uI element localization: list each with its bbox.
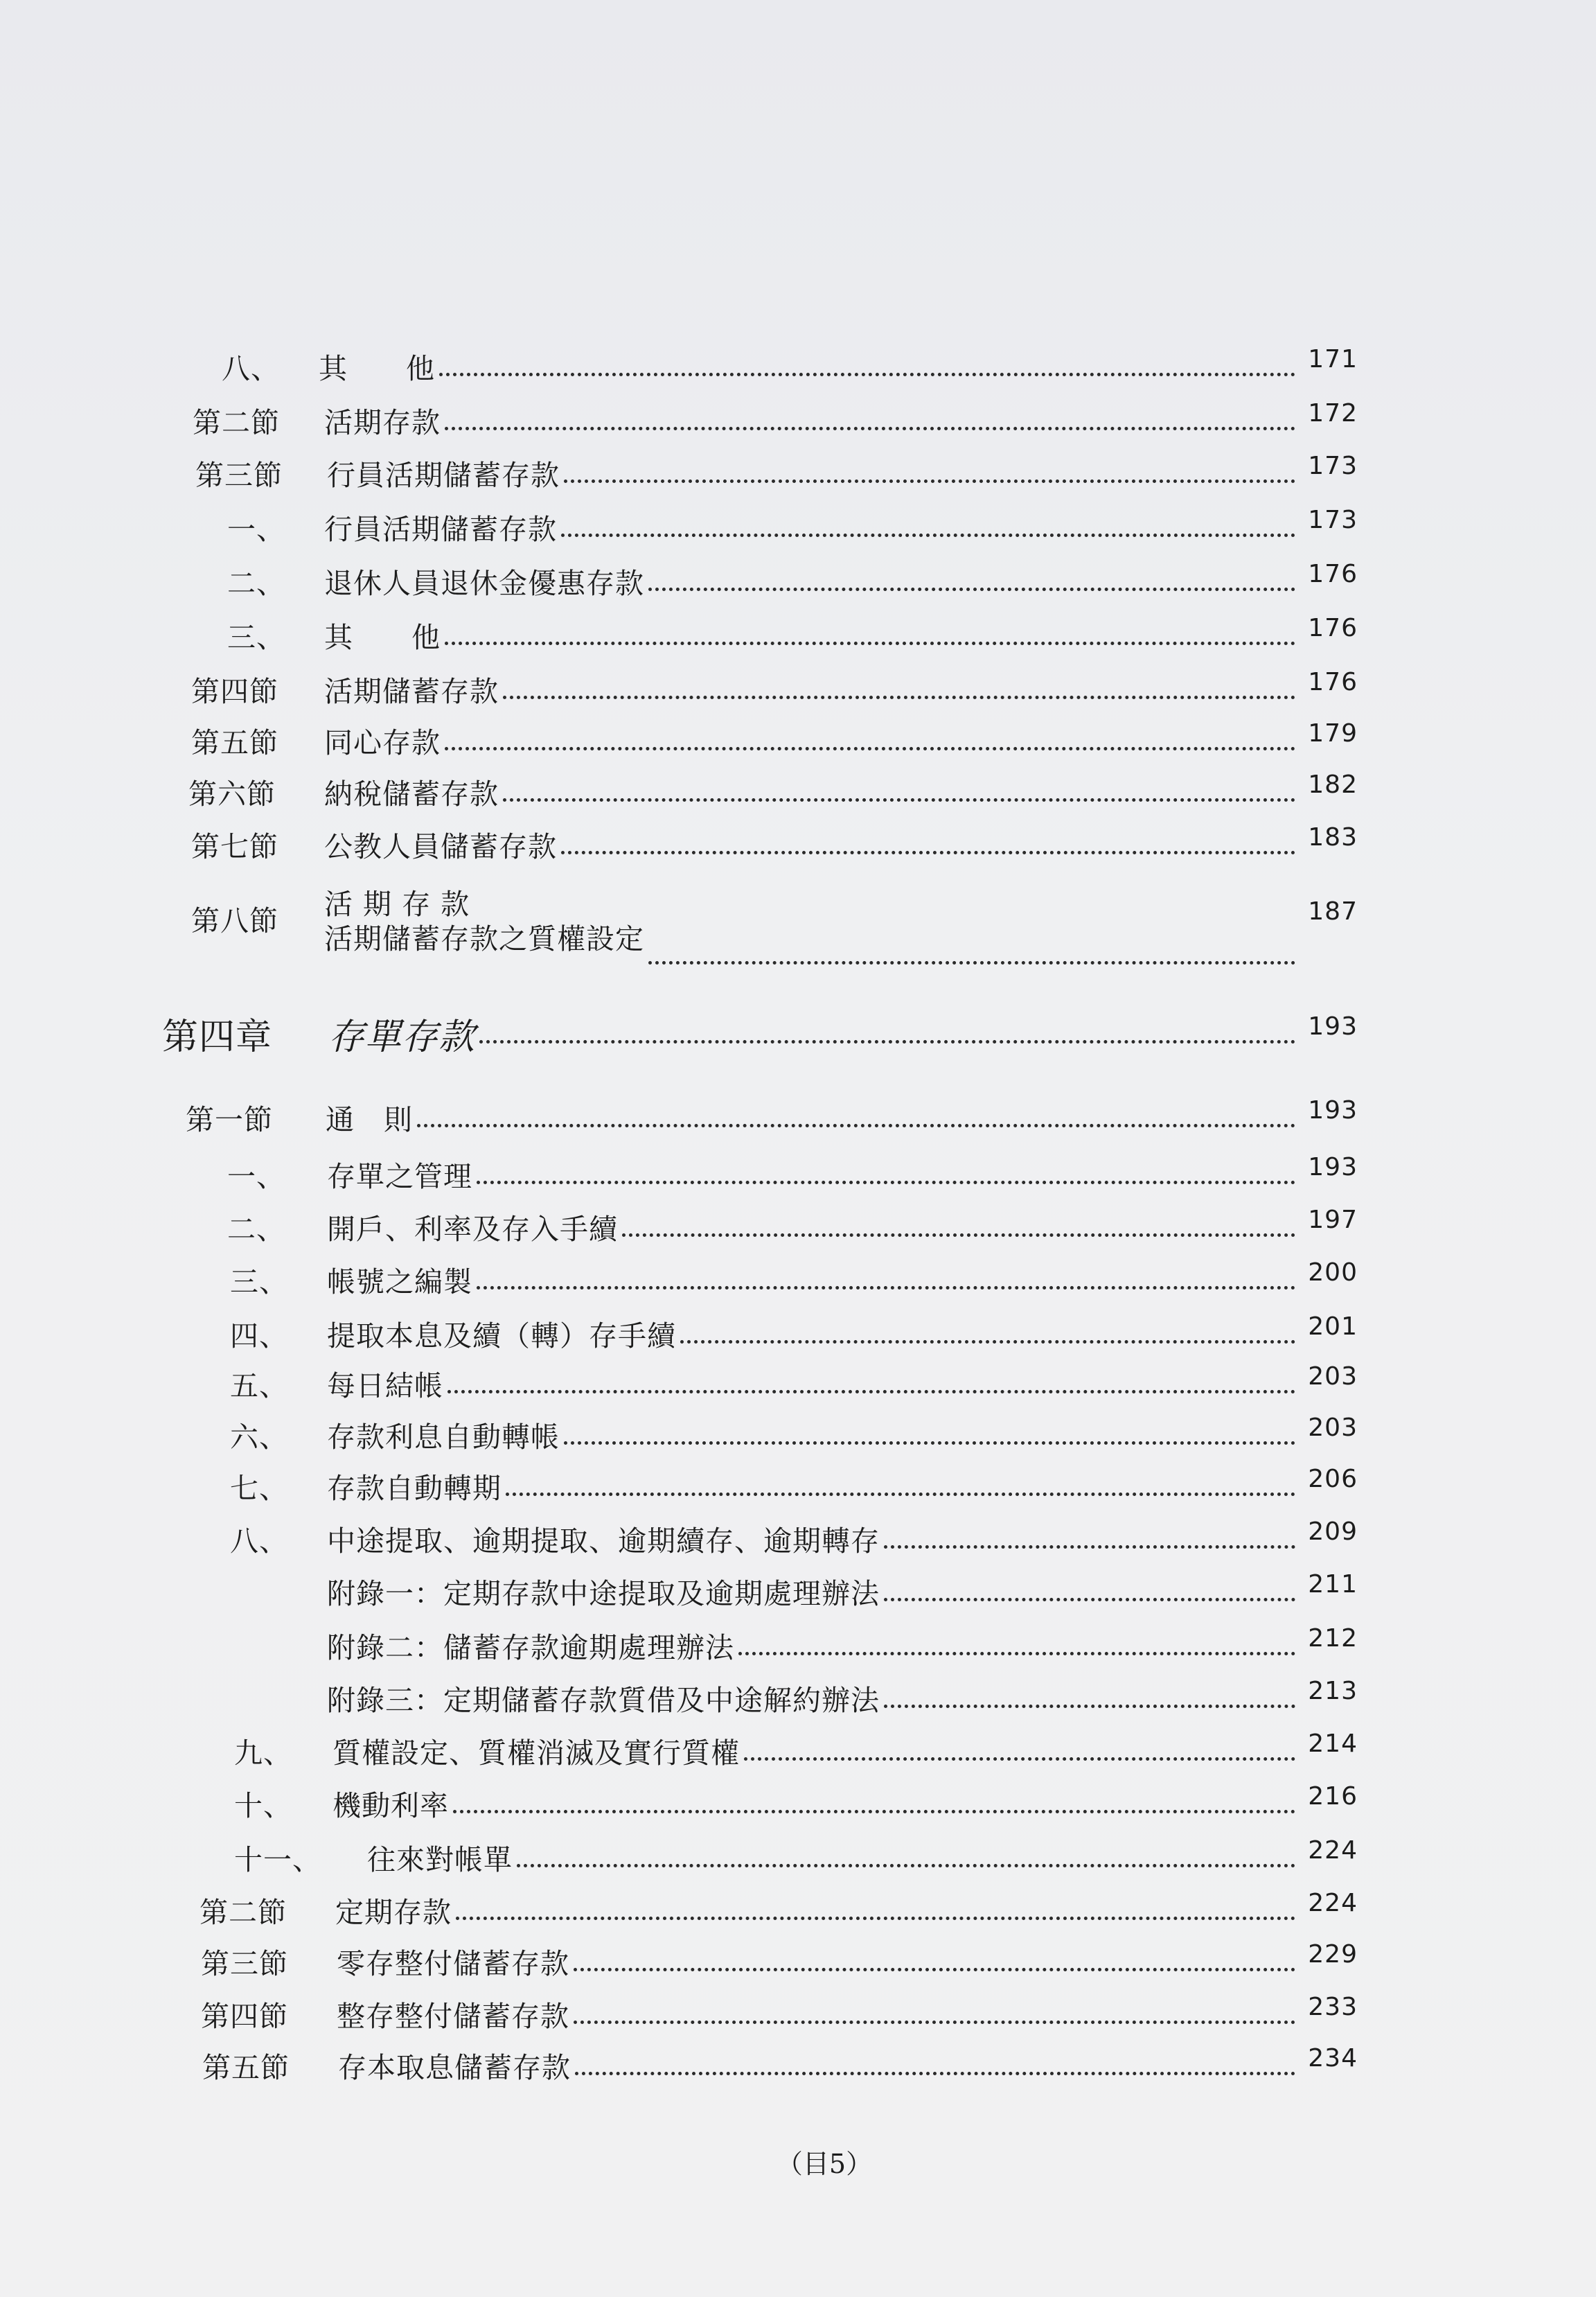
toc-entry bbox=[191, 668, 1358, 710]
toc-entry-number: 第七節 bbox=[191, 829, 278, 863]
toc-entry bbox=[202, 2044, 1358, 2086]
toc-entry-title: 退休人員退休金優惠存款 bbox=[324, 566, 644, 600]
toc-entry-number: 第四節 bbox=[201, 1999, 288, 2033]
toc-entry-number: 二、 bbox=[227, 1212, 285, 1246]
toc-entry-title-line1: 活 期 存 款 bbox=[324, 888, 470, 921]
toc-entry-page: 209 bbox=[1308, 1517, 1358, 1546]
dot-leader bbox=[561, 534, 1295, 537]
toc-entry-page: 176 bbox=[1308, 667, 1358, 696]
toc-entry-title: 存款自動轉期 bbox=[327, 1471, 502, 1505]
toc-entry-page: 206 bbox=[1308, 1464, 1358, 1493]
dot-leader bbox=[445, 427, 1295, 430]
toc-entry-title: 開戶、利率及存入手續 bbox=[327, 1212, 618, 1246]
toc-entry-title: 存款利息自動轉帳 bbox=[327, 1420, 560, 1454]
toc-entry-page: 172 bbox=[1308, 398, 1358, 428]
toc-entry-page: 173 bbox=[1308, 451, 1358, 480]
toc-entry-number: 一、 bbox=[227, 1159, 285, 1193]
toc-entry-number: 六、 bbox=[230, 1420, 288, 1454]
toc-entry bbox=[227, 1206, 1358, 1247]
toc-entry-number: 十一、 bbox=[234, 1842, 321, 1876]
toc-entry-number: 第二節 bbox=[193, 405, 280, 439]
toc-entry-number: 第八節 bbox=[191, 904, 278, 938]
dot-leader bbox=[574, 2021, 1295, 2024]
toc-entry-page: 233 bbox=[1308, 1992, 1358, 2021]
toc-entry-number: 一、 bbox=[227, 512, 285, 546]
dot-leader bbox=[575, 2072, 1295, 2075]
toc-entry-title: 附錄一：定期存款中途提取及逾期處理辦法 bbox=[327, 1576, 880, 1610]
toc-entry-number: 第五節 bbox=[191, 725, 278, 759]
dot-leader bbox=[744, 1757, 1295, 1761]
dot-leader bbox=[417, 1124, 1295, 1127]
toc-entry-number: 八、 bbox=[230, 1524, 288, 1558]
toc-entry-number: 四、 bbox=[230, 1319, 288, 1353]
toc-entry-page: 183 bbox=[1308, 822, 1358, 852]
toc-entry-page: 176 bbox=[1308, 559, 1358, 588]
dot-leader bbox=[445, 747, 1295, 750]
toc-entry-title: 質權設定、質權消滅及實行質權 bbox=[332, 1736, 740, 1770]
toc-entry bbox=[186, 1096, 1358, 1138]
toc-entry-page: 193 bbox=[1308, 1152, 1358, 1181]
toc-entry-number: 第二節 bbox=[200, 1895, 287, 1929]
toc-entry bbox=[230, 1414, 1358, 1455]
toc-entry-title: 納稅儲蓄存款 bbox=[324, 777, 499, 811]
toc-entry-page: 176 bbox=[1308, 613, 1358, 642]
toc-entry-number: 第一節 bbox=[186, 1102, 273, 1136]
dot-leader bbox=[884, 1705, 1295, 1708]
dot-leader bbox=[738, 1652, 1295, 1655]
dot-leader bbox=[622, 1233, 1295, 1237]
page-number-footer: （目5） bbox=[776, 2149, 873, 2179]
toc-entry-page: 203 bbox=[1308, 1413, 1358, 1442]
toc-entry bbox=[193, 399, 1358, 441]
toc-entry-number: 第三節 bbox=[195, 458, 283, 492]
chapter-number: 第四章 bbox=[162, 1016, 273, 1058]
toc-entry-title: 提取本息及續（轉）存手續 bbox=[327, 1319, 676, 1353]
toc-entry bbox=[201, 1940, 1358, 1982]
dot-leader bbox=[445, 642, 1295, 645]
toc-entry bbox=[230, 1517, 1358, 1559]
toc-entry-page: 214 bbox=[1308, 1729, 1358, 1758]
toc-entry-number: 九、 bbox=[234, 1736, 292, 1770]
dot-leader bbox=[477, 1286, 1295, 1290]
toc-entry bbox=[234, 1730, 1358, 1771]
toc-entry-title: 整存整付儲蓄存款 bbox=[337, 1999, 569, 2033]
toc-entry-title: 活期存款 bbox=[324, 405, 441, 439]
toc-entry-page: 224 bbox=[1308, 1836, 1358, 1865]
toc-entry bbox=[188, 771, 1358, 812]
toc-entry-title bbox=[324, 887, 644, 956]
toc-entry-title: 存本取息儲蓄存款 bbox=[338, 2050, 571, 2084]
toc-entry-number: 三、 bbox=[230, 1265, 288, 1299]
toc-entry-title: 附錄二：儲蓄存款逾期處理辦法 bbox=[327, 1630, 734, 1664]
dot-leader bbox=[561, 851, 1295, 854]
dot-leader bbox=[648, 961, 1295, 965]
toc-entry-page: 203 bbox=[1308, 1362, 1358, 1391]
toc-entry-page: 193 bbox=[1308, 1095, 1358, 1125]
toc-entry-number: 八、 bbox=[222, 351, 280, 385]
toc-entry-page: 201 bbox=[1308, 1312, 1358, 1341]
toc-entry-page: 197 bbox=[1308, 1205, 1358, 1234]
toc-entry-title: 帳號之編製 bbox=[327, 1265, 472, 1299]
toc-entry bbox=[191, 880, 1358, 956]
toc-appendix-entry bbox=[327, 1677, 1358, 1718]
chapter-heading bbox=[162, 1009, 1358, 1057]
toc-entry-number: 五、 bbox=[230, 1368, 288, 1402]
dot-leader bbox=[517, 1864, 1295, 1867]
dot-leader bbox=[477, 1181, 1295, 1184]
toc-entry-title: 零存整付儲蓄存款 bbox=[337, 1946, 569, 1980]
toc-entry-title: 公教人員儲蓄存款 bbox=[324, 829, 557, 863]
dot-leader bbox=[439, 373, 1295, 376]
toc-appendix-entry bbox=[327, 1624, 1358, 1666]
dot-leader bbox=[680, 1340, 1295, 1344]
toc-entry-title: 其 他 bbox=[324, 620, 441, 654]
toc-entry-page: 182 bbox=[1308, 770, 1358, 799]
toc-entry-page: 216 bbox=[1308, 1781, 1358, 1811]
dot-leader bbox=[453, 1810, 1295, 1813]
toc-entry-number: 第五節 bbox=[202, 2050, 290, 2084]
toc-entry-title: 中途提取、逾期提取、逾期續存、逾期轉存 bbox=[327, 1524, 880, 1558]
dot-leader bbox=[479, 1040, 1295, 1044]
toc-entry-title: 其 他 bbox=[319, 351, 435, 385]
toc-entry-number: 二、 bbox=[227, 566, 285, 600]
toc-entry bbox=[200, 1889, 1358, 1930]
toc-entry-number: 七、 bbox=[230, 1471, 288, 1505]
toc-entry bbox=[234, 1836, 1358, 1878]
dot-leader bbox=[648, 588, 1295, 591]
toc-appendix-entry bbox=[327, 1570, 1358, 1612]
toc-entry-title: 定期存款 bbox=[335, 1895, 452, 1929]
toc-entry bbox=[191, 719, 1358, 761]
toc-entry-title: 機動利率 bbox=[332, 1788, 449, 1822]
toc-entry-page: 212 bbox=[1308, 1623, 1358, 1653]
toc-entry-title: 存單之管理 bbox=[327, 1159, 472, 1193]
toc-entry-title: 行員活期儲蓄存款 bbox=[324, 512, 557, 546]
toc-entry bbox=[227, 1153, 1358, 1195]
toc-entry-number: 第三節 bbox=[201, 1946, 288, 1980]
toc-entry bbox=[227, 506, 1358, 547]
toc-entry-page: 213 bbox=[1308, 1676, 1358, 1705]
toc-entry-number: 第六節 bbox=[188, 777, 276, 811]
dot-leader bbox=[564, 479, 1295, 483]
toc-entry-page: 200 bbox=[1308, 1258, 1358, 1287]
toc-entry-page: 224 bbox=[1308, 1888, 1358, 1917]
dot-leader bbox=[503, 696, 1295, 699]
toc-entry-number: 三、 bbox=[227, 620, 285, 654]
toc-entry-title: 往來對帳單 bbox=[367, 1842, 513, 1876]
chapter-title: 存單存款 bbox=[328, 1016, 476, 1058]
toc-entry bbox=[230, 1465, 1358, 1506]
toc-entry bbox=[191, 823, 1358, 865]
toc-entry bbox=[195, 452, 1358, 493]
toc-entry-page: 234 bbox=[1308, 2043, 1358, 2072]
dot-leader bbox=[447, 1390, 1295, 1393]
toc-entry bbox=[227, 614, 1358, 655]
toc-entry-page: 179 bbox=[1308, 719, 1358, 748]
dot-leader bbox=[456, 1917, 1295, 1920]
toc-entry-title: 每日結帳 bbox=[327, 1368, 443, 1402]
dot-leader bbox=[574, 1968, 1295, 1971]
toc-entry-title: 附錄三：定期儲蓄存款質借及中途解約辦法 bbox=[327, 1683, 880, 1717]
toc-entry bbox=[227, 560, 1358, 601]
toc-entry bbox=[230, 1312, 1358, 1354]
dot-leader bbox=[506, 1493, 1295, 1496]
toc-entry-number: 十、 bbox=[234, 1788, 292, 1822]
toc-entry-number: 第四節 bbox=[191, 674, 278, 708]
toc-entry-page: 229 bbox=[1308, 1939, 1358, 1969]
dot-leader bbox=[884, 1598, 1295, 1601]
toc-entry bbox=[230, 1362, 1358, 1404]
toc-entry-page: 211 bbox=[1308, 1569, 1358, 1599]
toc-entry bbox=[230, 1258, 1358, 1300]
toc-entry bbox=[222, 345, 1358, 387]
dot-leader bbox=[564, 1441, 1295, 1445]
toc-entry-title: 活期儲蓄存款 bbox=[324, 674, 499, 708]
toc-entry bbox=[201, 1993, 1358, 2034]
toc-entry-title: 行員活期儲蓄存款 bbox=[327, 458, 560, 492]
toc-entry-title: 同心存款 bbox=[324, 725, 441, 759]
toc-entry-page: 193 bbox=[1308, 1012, 1358, 1041]
toc-entry-title-line2: 活期儲蓄存款之質權設定 bbox=[324, 922, 644, 956]
dot-leader bbox=[884, 1545, 1295, 1549]
toc-entry-title: 通 則 bbox=[326, 1102, 413, 1136]
toc-entry bbox=[234, 1782, 1358, 1824]
toc-entry-page: 187 bbox=[1308, 897, 1358, 926]
toc-entry-page: 173 bbox=[1308, 505, 1358, 534]
toc-entry-page: 171 bbox=[1308, 344, 1358, 373]
dot-leader bbox=[503, 798, 1295, 802]
